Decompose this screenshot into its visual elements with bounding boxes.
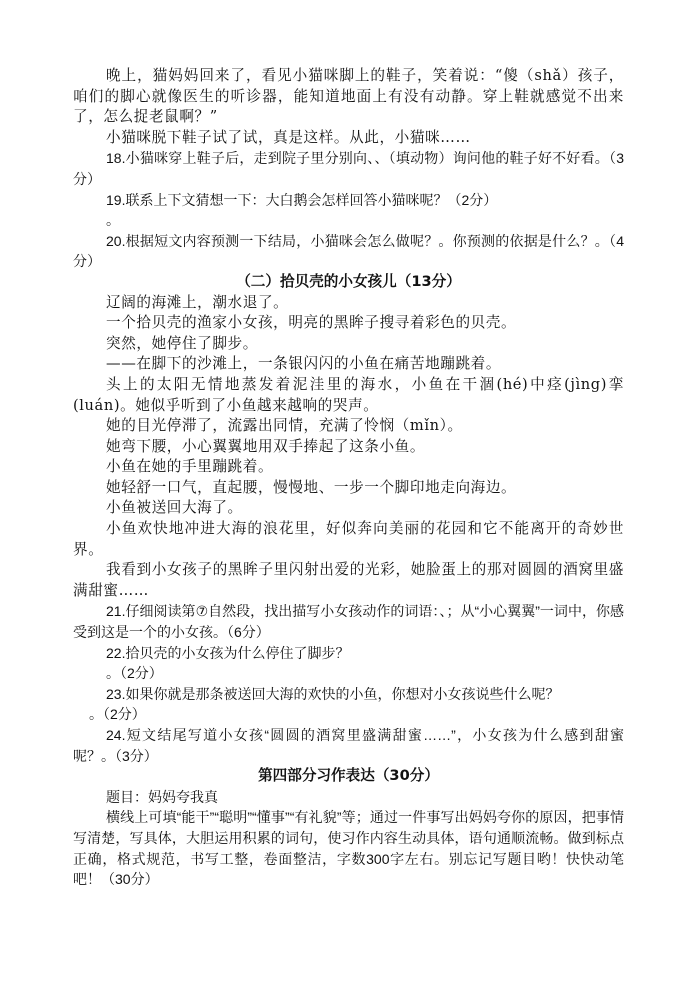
story-paragraph: 晚上，猫妈妈回来了，看见小猫咪脚上的鞋子，笑着说：“傻（shǎ）孩子，咱们的脚心就像医生的听诊器，能知道地面上有没有动静。穿上鞋就感觉不出来了，怎么捉老鼠啊？” — [73, 67, 624, 126]
story-paragraph: 头上的太阳无情地蒸发着泥洼里的海水，小鱼在干涸(hé)中痉(jìng)挛(luán)。她似乎听到了小鱼越来越响的哭声。 — [73, 375, 624, 414]
story-line: 她的目光停滞了，流露出同情，充满了怜悯（mǐn）。 — [106, 417, 463, 435]
story-line: 她弯下腰，小心翼翼地用双手捧起了这条小鱼。 — [106, 437, 426, 455]
story-line: 小鱼在她的手里蹦跳着。 — [106, 458, 274, 476]
story-line: 她轻舒一口气，直起腰，慢慢地、一步一个脚印地走向海边。 — [106, 478, 517, 496]
question-23: 23.如果你就是那条被送回大海的欢快的小鱼，你想对小女孩说些什么呢？ — [106, 685, 560, 702]
question-22: 22.拾贝壳的小女孩为什么停住了脚步？ — [106, 644, 350, 661]
answer-blank: 。（2分） — [106, 665, 163, 682]
question-20: 20.根据短文内容预测一下结局，小猫咪会怎么做呢？。你预测的依据是什么？。（4分） — [73, 232, 624, 270]
question-24: 24.短文结尾写道小女孩“圆圆的酒窝里盛满甜蜜……”，小女孩为什么感到甜蜜呢？。（3分） — [73, 727, 624, 764]
answer-blank: 。 — [106, 212, 120, 229]
story-line: 小鱼被送回大海了。 — [106, 499, 243, 517]
writing-instructions: 横线上可填“能干”“聪明”“懂事”“有礼貌”等；通过一件事写出妈妈夸你的原因，把事情写清楚，写具体，大胆运用积累的词句，使习作内容生动具体，语句通顺流畅。做到标点正确，格式规范，书写工整，卷面整洁，字数300字左右。别忘记写题目哟！快快动笔吧！（30分） — [73, 809, 624, 888]
story-line: ——在脚下的沙滩上，一条银闪闪的小鱼在痛苦地蹦跳着。 — [106, 355, 502, 373]
reading-section-title: （二）拾贝壳的小女孩儿（13分） — [236, 272, 461, 290]
question-18: 18.小猫咪穿上鞋子后，走到院子里分别向、、（填动物）询问他的鞋子好不好看。（3分） — [73, 150, 624, 187]
story-paragraph: 小猫咪脱下鞋子试了试，真是这样。从此，小猫咪…… — [106, 128, 471, 146]
story-line: 一个拾贝壳的渔家小女孩，明亮的黑眸子搜寻着彩色的贝壳。 — [106, 314, 517, 332]
writing-section-title: 第四部分习作表达（30分） — [258, 767, 439, 785]
question-19: 19.联系上下文猜想一下：大白鹅会怎样回答小猫咪呢？（2分） — [106, 191, 498, 208]
question-21: 21.仔细阅读第⑦自然段，找出描写小女孩动作的词语：、；从“小心翼翼”一词中，你感受到这是一个的小女孩。（6分） — [73, 603, 624, 641]
story-line: 辽阔的海滩上，潮水退了。 — [106, 293, 289, 311]
story-line: 突然，她停住了脚步。 — [106, 334, 258, 352]
writing-topic: 题目：妈妈夸我真 — [106, 788, 218, 805]
story-paragraph: 我看到小女孩子的黑眸子里闪射出爱的光彩，她脸蛋上的那对圆圆的酒窝里盛满甜蜜…… — [73, 561, 624, 599]
story-paragraph: 小鱼欢快地冲进大海的浪花里，好似奔向美丽的花园和它不能离开的奇妙世界。 — [73, 520, 624, 558]
answer-blank: 。（2分） — [89, 706, 146, 723]
